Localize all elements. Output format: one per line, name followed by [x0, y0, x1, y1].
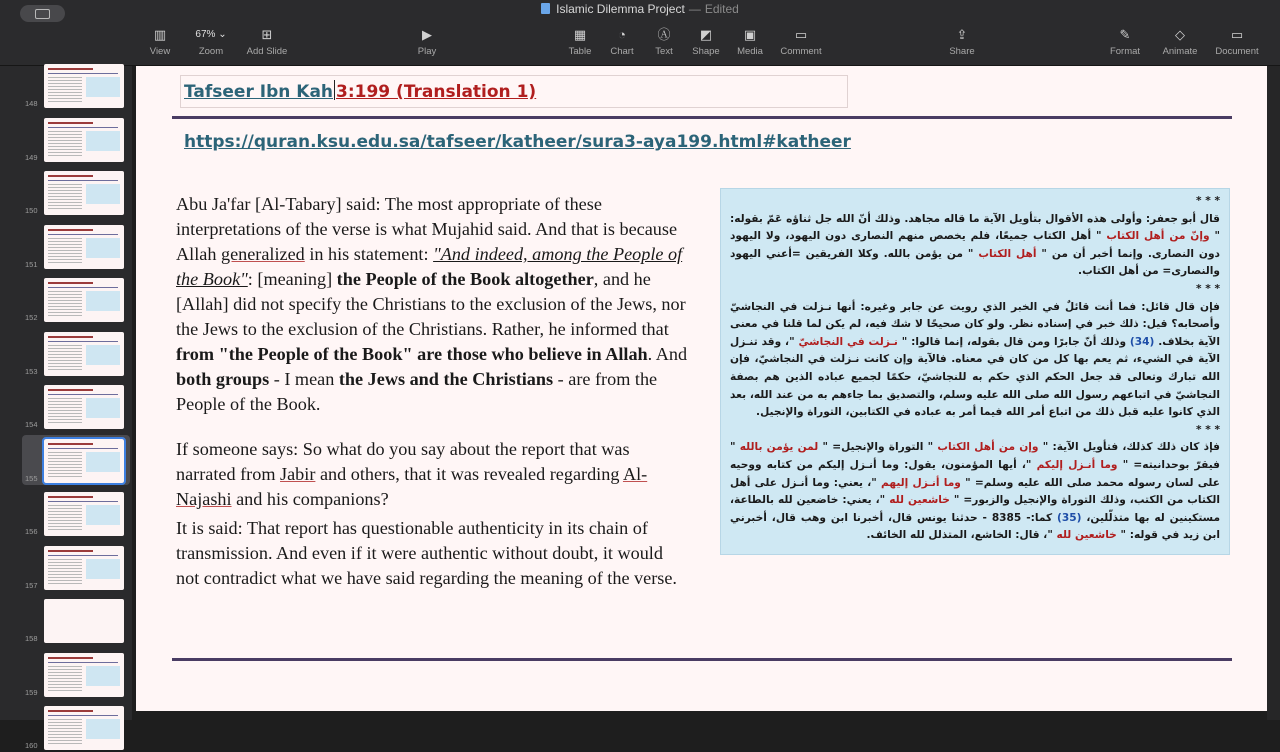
arabic-tafseer-box[interactable]: [720, 188, 1230, 555]
slide-thumbnail[interactable]: [22, 167, 130, 217]
share-button[interactable]: ⇪ Share: [944, 26, 980, 60]
text-run: from "the People of the Book" are those who believe in Allah: [176, 344, 648, 364]
text-run: the People of the Book altogether: [336, 269, 594, 289]
slide-number: 148: [25, 99, 38, 108]
arabic-tafseer-text: [730, 193, 1220, 545]
text-run: " التوراة والإنجيل= ": [818, 441, 938, 454]
text-run: " من يؤمن بالله. وكلا الفريقين =أعني اليهود والنصارى= من أهل الكتاب.: [730, 247, 1220, 278]
slide-thumbnail[interactable]: [22, 274, 130, 324]
slide-thumbnail[interactable]: [22, 595, 130, 645]
chart-button[interactable]: ◔ Chart: [604, 26, 640, 60]
slide-thumbnail[interactable]: [22, 381, 130, 431]
slide-preview: [44, 439, 124, 483]
slide-thumbnail[interactable]: [22, 702, 130, 752]
view-button[interactable]: ▥ View: [140, 26, 180, 60]
slide-number: 152: [25, 313, 38, 322]
document-button[interactable]: ▭ Document: [1209, 26, 1265, 60]
slide-number: 154: [25, 420, 38, 429]
document-title: Islamic Dilemma Project: [556, 2, 685, 16]
text-run: . And: [647, 344, 688, 364]
slide-navigator[interactable]: [0, 66, 132, 750]
format-button[interactable]: ✎ Format: [1104, 26, 1146, 60]
top-divider: [172, 116, 1232, 119]
slide-thumbnail[interactable]: [22, 649, 130, 699]
slide-preview: [44, 385, 124, 429]
document-icon: ▭: [1230, 27, 1244, 42]
text-run: * * *: [1196, 423, 1220, 436]
text-run: " أهل الكتاب جميعًا، فلم يخصص منهم النصارى دون اليهود، ولا اليهود دون النصارى. وإنما أخبر أن من ": [730, 230, 1220, 260]
add-slide-button[interactable]: ⊞ Add Slide: [240, 26, 294, 60]
slide-number: 151: [25, 259, 38, 269]
text-run: نـزلت في النجاشيّ: [798, 335, 898, 348]
sidebar-icon: ▥: [153, 27, 167, 42]
text-run: وذلك أنّ جابرًا ومن قال بقوله، إنما قالوا: ": [897, 335, 1130, 348]
slide-title-text: Tafseer Ibn Kah: [184, 82, 334, 102]
text-run: أهل الكتاب: [978, 247, 1037, 260]
table-icon: ▦: [573, 27, 587, 42]
format-brush-icon: ✎: [1119, 27, 1131, 42]
text-run: "، يعني: وما أنـزل على أهل الكتاب من الكتب، وذلك التوراة والإنجيل والزبور= ": [730, 476, 1220, 507]
share-icon: ⇪: [956, 27, 968, 42]
animate-diamond-icon: ◇: [1175, 27, 1185, 42]
canvas-scrollbar[interactable]: [1267, 66, 1280, 720]
zoom-value: 67%: [195, 29, 216, 40]
shape-icon: ◩: [699, 27, 713, 42]
text-cursor: [334, 80, 335, 100]
text-run: " فيقرّ بوحدانيته= ": [730, 441, 1220, 471]
slide-number: 157: [25, 580, 38, 590]
slide-thumbnail[interactable]: [22, 488, 130, 538]
text-run: فإذ كان ذلك كذلك، فتأويل الآية: ": [1038, 441, 1220, 454]
text-run: Jabir: [280, 464, 316, 484]
text-run: "And indeed, among the People of the Book": [176, 244, 683, 289]
text-run: وإنّ من أهل الكتاب: [1106, 230, 1210, 243]
text-run: and his companions?: [231, 489, 389, 509]
add-slide-icon: ⊞: [261, 27, 273, 42]
text-icon: Ⓐ: [657, 27, 671, 42]
text-button[interactable]: Ⓐ Text: [646, 26, 682, 60]
text-run: in his statement:: [304, 244, 434, 264]
slide-thumbnail[interactable]: [22, 60, 130, 110]
translation-paragraph-3: [176, 516, 688, 591]
slide-number: 155: [25, 473, 38, 483]
slide-preview: [44, 64, 124, 108]
text-run: "، يعني: خاضعين لله بالطاعة، مستكينين له بها متذلّلين،: [730, 494, 1220, 524]
text-run: Abu Ja'far [Al-Tabary] said: The most appropriate of these interpretations of the verse is what Mujahid said. And that is because Allah: [176, 194, 678, 264]
table-button[interactable]: ▦ Table: [562, 26, 598, 60]
slide-title[interactable]: [184, 80, 536, 102]
text-run: * * *: [1196, 195, 1220, 207]
slide-preview: [44, 546, 124, 590]
slide-preview: [44, 332, 124, 376]
slide-preview: [44, 171, 124, 215]
zoom-button[interactable]: 67% ⌄ Zoom: [195, 29, 227, 57]
text-run: and others, that it was revealed regarding: [315, 464, 623, 484]
text-run: - are from the People of the Book.: [176, 369, 658, 414]
chart-icon: ◔: [618, 27, 626, 42]
text-run: If someone says: So what do you say about the report that was narrated from: [176, 439, 630, 484]
keynote-document-icon: [541, 3, 550, 14]
animate-button[interactable]: ◇ Animate: [1157, 26, 1203, 60]
text-run: لمن يؤمن بالله: [739, 441, 819, 454]
slide-preview: [44, 225, 124, 269]
edited-status: Edited: [704, 2, 739, 16]
text-run: both groups: [176, 369, 270, 389]
window-title: Islamic Dilemma Project — Edited: [0, 2, 1280, 20]
text-run: (35): [1057, 511, 1082, 524]
slide-thumbnail[interactable]: [22, 542, 130, 592]
comment-icon: ▭: [794, 27, 808, 42]
text-run: وما أنـزل إليكم: [1036, 458, 1118, 471]
text-run: كما:- 8385 - حدثنا يونس قال، أخبرنا ابن وهب قال، أخبرني ابن زيد في قوله: ": [730, 511, 1220, 542]
text-run: * * *: [1196, 282, 1220, 295]
slide-number: 159: [25, 687, 38, 697]
text-run: - I mean: [269, 369, 339, 389]
toolbar: [0, 0, 1280, 66]
text-run: It is said: That report has questionable authenticity in its chain of transmission. And even if it were authentic without doubt, it would not contradict what we have said regarding the meaning of the verse.: [176, 518, 677, 588]
text-run: : [meaning]: [247, 269, 337, 289]
source-link[interactable]: https://quran.ksu.edu.sa/tafseer/katheer/sura3-aya199.html#katheer: [184, 132, 851, 152]
text-run: فإن قال قائل: فما أنت قائلٌ في الخبر الذي رويت عن جابر وغيره: أنها نـزلت في النجاشيّ وأصحابه؟ قيل: ذلك خبر في إسناده نظر. ولو كان صحيحًا لا شك فيه، لم يكن لما قلنا في معنى الآية بخلاف.: [730, 300, 1220, 348]
comment-button[interactable]: ▭ Comment: [776, 26, 826, 60]
slide-number: 153: [25, 366, 38, 376]
slide-title-reference: 3:199 (Translation 1): [336, 82, 537, 102]
slide-number: 158: [25, 634, 38, 643]
slide-thumbnail[interactable]: [22, 435, 130, 485]
text-run: "، وقد تنـزل الآية في الشيء، ثم يعم بها كل من كان في معناه. فالآية وإن كانت نـزلت في النجاشيّ، فإن الله تبارك وتعالى قد جعل الحكم الذي حكم به للنجاشيّ، حكمًا لجميع عباده الذين هم بصفة النجاشيّ في اتباعهم رسول الله صلى الله عليه وسلم، والتصديق بما جاءهم به من عند الله، بعد الذي كانوا عليه قبل ذلك من اتباع أمر الله فيما أمر به عباده في الكتابين، التوراة والإنجيل.: [730, 335, 1220, 419]
translation-text[interactable]: [176, 192, 688, 591]
translation-paragraph-2: [176, 437, 688, 512]
play-icon: ▶: [422, 27, 432, 42]
slide-preview: [44, 599, 124, 643]
text-run: "، أيها المؤمنون، يقول: وما أنـزل إليكم من كتابه ووحيه على لسان رسوله محمد صلى الله عليه وسلم= ": [730, 458, 1220, 489]
translation-paragraph-1: [176, 192, 688, 417]
bottom-divider: [172, 658, 1232, 661]
slide-preview: [44, 118, 124, 162]
text-run: generalized: [220, 244, 305, 264]
slide-preview: [44, 492, 124, 536]
slide-preview: [44, 278, 124, 322]
media-icon: ▣: [743, 27, 757, 42]
text-run: (34): [1129, 335, 1155, 348]
text-run: "، قال: الخاشع، المتذلل لله الخائف.: [866, 529, 1057, 542]
play-button[interactable]: ▶ Play: [408, 26, 446, 60]
chevron-down-icon: ⌄: [218, 29, 227, 40]
slide-thumbnail[interactable]: [22, 328, 130, 378]
text-run: وما أنـزل إليهم: [881, 476, 961, 489]
text-run: , and he [Allah] did not specify the Christians to the exclusion of the Jews, nor the Jews to the exclusion of the Christians. Rather, he informed that: [176, 269, 686, 339]
slide-thumbnail[interactable]: [22, 114, 130, 164]
slide-number: 160: [25, 741, 38, 750]
slide-number: 150: [25, 206, 38, 215]
slide-canvas[interactable]: [136, 66, 1267, 711]
media-button[interactable]: ▣ Media: [731, 26, 769, 60]
slide-number: 149: [25, 152, 38, 162]
slide-number: 156: [25, 527, 38, 536]
text-run: خاشعين لله: [889, 494, 950, 507]
shape-button[interactable]: ◩ Shape: [688, 26, 724, 60]
text-run: the Jews and the Christians: [338, 369, 554, 389]
text-run: وإن من أهل الكتاب: [937, 441, 1039, 454]
text-run: خاشعين لله: [1056, 529, 1117, 542]
slide-thumbnail[interactable]: [22, 221, 130, 271]
slide-preview: [44, 706, 124, 750]
slide-preview: [44, 653, 124, 697]
text-run: Al-Najashi: [176, 464, 648, 509]
text-run: قال أبو جعفر: وأولى هذه الأقوال بتأويل الآية ما قاله مجاهد. وذلك أنّ الله جل ثناؤه عَمّ بقوله: ": [730, 212, 1220, 243]
